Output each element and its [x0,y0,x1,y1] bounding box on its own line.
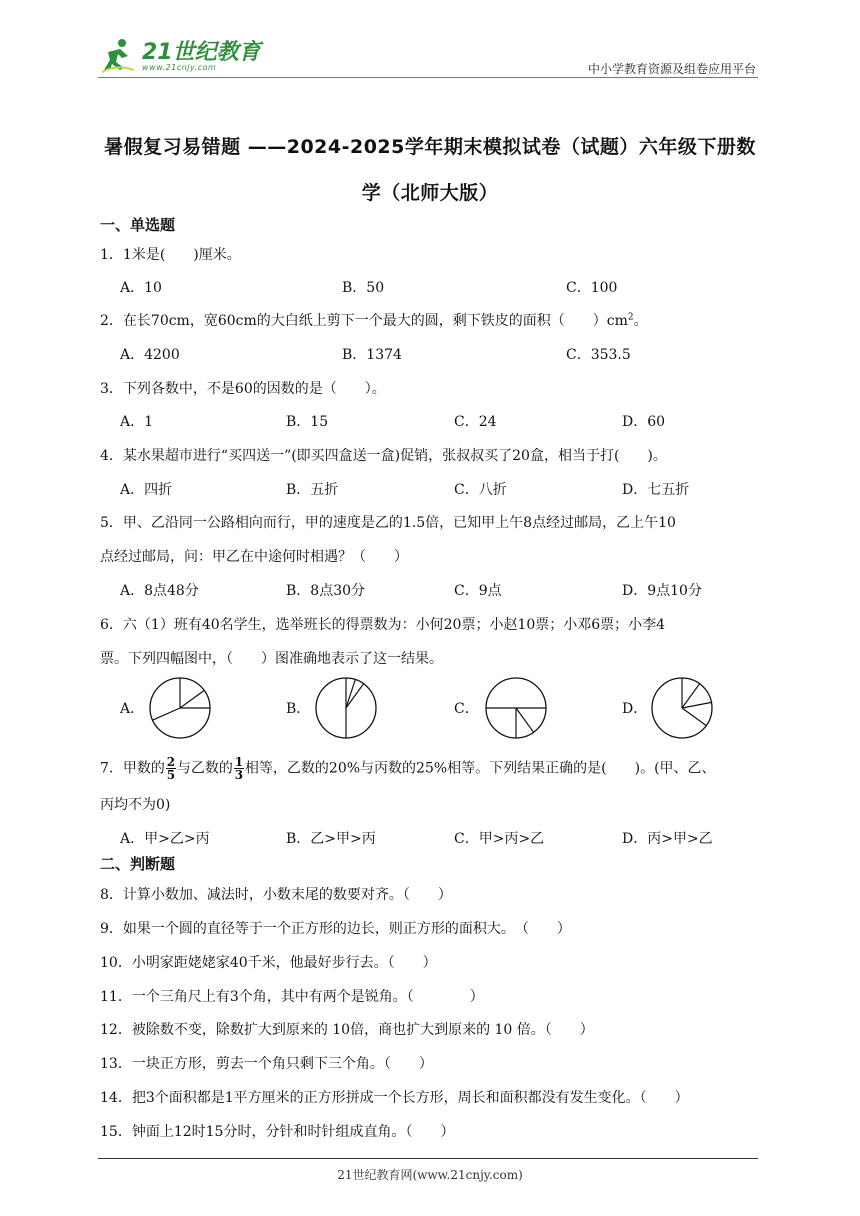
question-7-line1 [100,756,716,781]
question-6-line2: 票。下列四幅图中，（ ）图准确地表示了这一结果。 [100,651,443,667]
q6-pie-chart-c[interactable] [484,676,548,740]
q4-option-d[interactable]: D．七五折 [622,482,690,498]
q7-option-b[interactable]: B．乙>甲>丙 [286,831,376,847]
q7-fraction-1-denominator: 5 [166,768,176,782]
q3-option-d[interactable]: D．60 [622,414,666,430]
logo-main-text: 21世纪教育 [142,39,261,65]
q2-option-c[interactable]: C．353.5 [566,347,631,363]
q7-option-d[interactable]: D．丙>甲>乙 [622,831,713,847]
site-logo[interactable] [98,34,261,78]
question-6-line1: 6．六（1）班有40名学生，选举班长的得票数为：小何20票；小赵10票；小邓6票；小李4 [100,617,666,633]
question-2 [100,310,648,330]
q7-text-start: 7．甲数的 [100,760,165,777]
q2-option-a[interactable]: A．4200 [120,347,180,363]
q5-option-c[interactable]: C．9点 [454,583,502,599]
exam-title-line2: 学（北师大版） [361,182,499,204]
q6-option-a-label[interactable]: A． [120,701,145,717]
logo-url-text: www.21cnjy.com [142,62,217,72]
page-header [98,30,758,78]
question-1: 1．1米是( )厘米。 [100,247,241,263]
question-11: 11．一个三角尺上有3个角，其中有两个是锐角。（ ） [100,989,484,1005]
question-5-line2: 点经过邮局，问：甲乙在中途何时相遇？（ ） [100,549,408,565]
question-15: 15．钟面上12时15分时，分针和时针组成直角。（ ） [100,1124,455,1140]
q2-text: 2．在长70cm，宽60cm的大白纸上剪下一个最大的圆，剩下铁皮的面积（ ）cm [100,313,628,329]
footer-text[interactable]: 21世纪教育网(www.21cnjy.com) [337,1168,523,1182]
question-12: 12．被除数不变，除数扩大到原来的 10倍，商也扩大到原来的 10 倍。（ ） [100,1022,594,1038]
q4-option-b[interactable]: B．五折 [286,482,339,498]
q2-text-end: 。 [633,313,648,329]
question-14: 14．把3个面积都是1平方厘米的正方形拼成一个长方形，周长和面积都没有发生变化。（ ） [100,1090,689,1106]
q4-option-c[interactable]: C．八折 [454,482,507,498]
q3-option-a[interactable]: A．1 [120,414,154,430]
q7-fraction-2 [234,756,244,781]
question-3: 3．下列各数中，不是60的因数的是（ ）。 [100,381,386,397]
q5-option-a[interactable]: A．8点48分 [120,583,199,599]
q1-option-c[interactable]: C．100 [566,280,618,296]
section-heading-single-choice: 一、单选题 [100,216,176,234]
q5-option-b[interactable]: B．8点30分 [286,583,366,599]
question-9: 9．如果一个圆的直径等于一个正方形的边长，则正方形的面积大。 （ ） [100,921,571,937]
q7-option-c[interactable]: C．甲>丙>乙 [454,831,545,847]
runner-logo-icon [98,36,138,76]
q7-option-a[interactable]: A．甲>乙>丙 [120,831,210,847]
question-13: 13．一块正方形，剪去一个角只剩下三个角。（ ） [100,1056,433,1072]
question-5-line1: 5．甲、乙沿同一公路相向而行，甲的速度是乙的1.5倍，已知甲上午8点经过邮局，乙上午10 [100,515,676,531]
q7-fraction-2-numerator: 1 [234,755,244,769]
question-8: 8．计算小数加、减法时，小数末尾的数要对齐。（ ） [100,887,452,903]
q3-option-b[interactable]: B．15 [286,414,329,430]
q6-option-b-label[interactable]: B． [286,701,311,717]
platform-name: 中小学教育资源及组卷应用平台 [587,62,756,76]
q6-pie-chart-d[interactable] [650,676,714,740]
q4-option-a[interactable]: A．四折 [120,482,173,498]
footer-divider [98,1158,758,1159]
section-heading-true-false: 二、判断题 [100,855,176,873]
q2-option-b[interactable]: B．1374 [342,347,402,363]
q7-text-mid: 与乙数的 [176,760,233,777]
q2-superscript: 2 [627,312,634,323]
q7-fraction-1-numerator: 2 [166,755,176,769]
question-4: 4．某水果超市进行“买四送一”(即买四盒送一盒)促销，张叔叔买了20盒，相当于打( )。 [100,448,667,464]
q1-option-b[interactable]: B．50 [342,280,385,296]
q6-option-d-label[interactable]: D． [622,701,648,717]
q1-option-a[interactable]: A．10 [120,280,162,296]
q3-option-c[interactable]: C．24 [454,414,497,430]
exam-title-line1: 暑假复习易错题 ——2024-2025学年期末模拟试卷（试题）六年级下册数 [104,136,756,158]
header-divider [98,77,758,78]
q7-fraction-2-denominator: 3 [234,768,244,782]
question-10: 10．小明家距姥姥家40千米，他最好步行去。（ ） [100,955,437,971]
q6-pie-chart-a[interactable] [148,676,212,740]
question-7-line2: 丙均不为0) [100,797,171,813]
q7-text-end: 相等，乙数的20%与丙数的25%相等。下列结果正确的是( )。(甲、乙、 [244,760,716,777]
q6-pie-chart-b[interactable] [314,676,378,740]
q5-option-d[interactable]: D．9点10分 [622,583,702,599]
q6-option-c-label[interactable]: C． [454,701,479,717]
q7-fraction-1 [166,756,176,781]
